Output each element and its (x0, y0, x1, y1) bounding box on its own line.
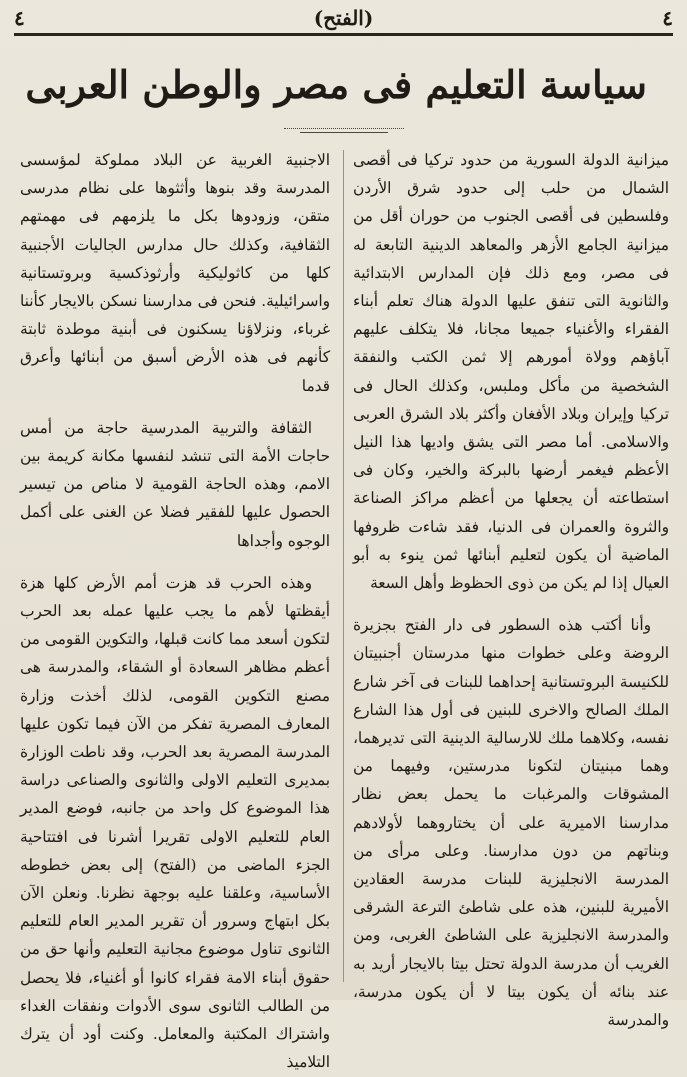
article-column-left (20, 146, 330, 1072)
article-column-right (353, 146, 669, 1030)
title-ornament-line (300, 132, 388, 133)
paragraph: الثقافة والتربية المدرسية حاجة من أمس حاجات الأمة التى تنشد لنفسها مكانة كريمة بين الامم، وهذه الحاجة القومية لا مناص من تيسير الحصول عليها للفقير فضلا عن الغنى على أكمل الوجوه وأجداها (20, 418, 330, 550)
header-rule (14, 33, 673, 36)
page-number-left: ٤ (14, 6, 25, 30)
title-ornament (284, 128, 404, 129)
paragraph: الاجنبية الغربية عن البلاد مملوكة لمؤسسى المدرسة وقد بنوها وأثثوها على نظام مدرسى متقن، وزودوها بكل ما يلزمهم فى مهمتهم الثقافية، وكذلك حال مدارس الجاليات الأجنبية كلها من كاثوليكية وأرثوذكسية وبروتستانية واسرائيلية. فنحن فى مدارسنا نسكن بالايجار كأننا غرباء، ونزلاؤنا يسكنون فى أبنية موطدة ثابتة كأنهم فى هذه الأرض أسبق من أبنائها وأعرق قدما (20, 151, 330, 395)
paragraph: وأنا أكتب هذه السطور فى دار الفتح بجزيرة الروضة وعلى خطوات منها مدرستان أجنبيتان للكنيسة البروتستانية إحداهما للبنات فى آخر شارع الملك الصالح والاخرى للبنين فى أول هذا الشارع نفسه، وكلاهما ملك للارسالية الدينية التى تديرهما، وهما مبنيتان لتكونا مدرستين، وفيهما من المشوقات والمرغبات ما يحمل بعض نظار مدارسنا الاميرية على أن يختاروهما لأولادهم وبناتهم من دون مدارسنا. وعلى مرأى من المدرسة الانجليزية للبنات مدرسة العقادين الأميرية للبنين، هذه على شاطئ الترعة الشرقى والمدرسة الانجليزية على الشاطئ الغربى، ومن الغريب أن مدرسة الدولة تحتل بيتا بالايجار أريد به عند بنائه أن يكون بيتا لا أن يكون مدرسة، والمدرسة (353, 616, 669, 1030)
newspaper-name: (الفتح) (313, 6, 374, 30)
paragraph: وهذه الحرب قد هزت أمم الأرض كلها هزة أيقظتها لأهم ما يجب عليها عمله بعد الحرب لتكون أسعد مما كانت قبلها، والتكوين القومى من أعظم مظاهر السعادة أو الشقاء، والمدرسة هى مصنع التكوين القومى، لذلك أخذت وزارة المعارف المصرية تفكر من الآن فيما تكون عليها المدرسة المصرية بعد الحرب، وقد ناطت الوزارة بمديرى التعليم الاولى والثانوى والصناعى دراسة هذا الموضوع كل واحد من جانبه، فوضع المدير العام للتعليم الاولى تقريرا أشرنا فى افتتاحية الجزء الماضى من (الفتح) إلى بعض خطوطه الأساسية، وعلقنا عليه بوجهة نظرنا. ونعلن الآن بكل ابتهاج وسرور أن تقرير المدير العام للتعليم الثانوى تناول موضوع مجانية التعليم وأنها حق من حقوق أبناء الامة فقراء كانوا أو أغنياء، فلا يحصل من الطالب الثانوى سوى الأدوات ونفقات الغداء واشتراك المكتبة والمعامل. وكنت أود أن يترك التلاميذ (20, 573, 330, 1072)
page-header (14, 4, 673, 32)
page-number: ٤ (662, 6, 673, 30)
paragraph: ميزانية الدولة السورية من حدود تركيا فى أقصى الشمال من حلب إلى حدود شرق الأردن وفلسطين فى أقصى الجنوب من حوران أقل من ميزانية الجامع الأزهر والمعاهد الدينية التابعة له فى مصر، ومع ذلك فإن المدارس الابتدائية والثانوية التى تنفق عليها الدولة هناك تعلم أبناء الفقراء والأغنياء جميعا مجانا، فلا يتكلف عليهم آباؤهم وولاة أمورهم إلا ثمن الكتب والنفقة الشخصية من مأكل وملبس، وكذلك الحال فى تركيا وإيران وبلاد الأفغان وأكثر بلاد الشرق العربى والاسلامى. أما مصر التى يشق واديها هذا النيل الأعظم فيغمر أرضها بالبركة والخير، وكان فى استطاعته أن يجعلها من أعظم مراكز الصناعة والثروة والعمران فى الدنيا، فقد شاءت ظروفها الماضية أن يكون لتعليم أبنائها ثمن ينوء به أبو العيال إذا لم يكن من ذوى الحظوظ وأهل السعة (353, 151, 669, 593)
article-title: سياسة التعليم فى مصر والوطن العربى (25, 62, 647, 107)
column-divider (343, 150, 344, 982)
